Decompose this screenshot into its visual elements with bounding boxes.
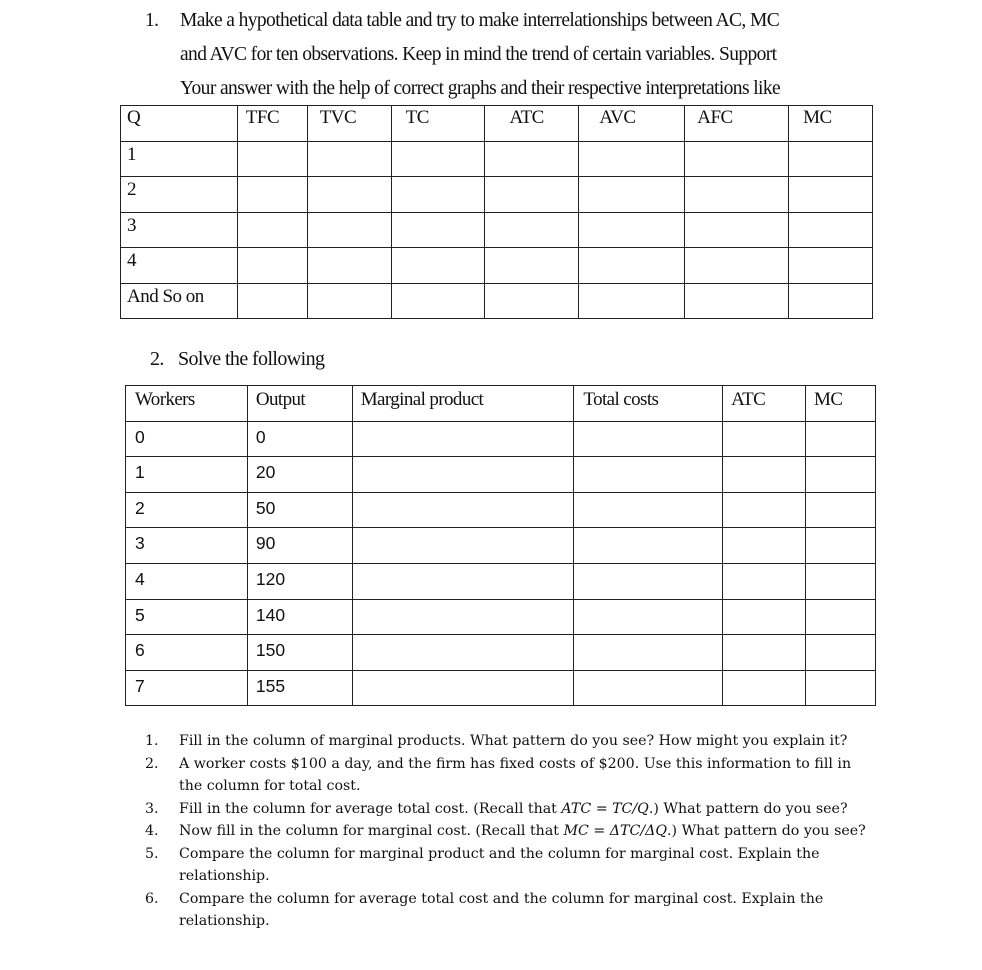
workers-cell: 7 [126,670,248,706]
table-row [121,248,873,284]
production-table [125,385,876,706]
empty-cell[interactable] [579,248,685,284]
workers-cell: 4 [126,563,248,599]
list-item [145,843,875,888]
table-row [126,421,876,457]
empty-cell[interactable] [391,212,485,248]
q-cell: 2 [121,177,238,213]
empty-cell[interactable] [391,283,485,319]
empty-cell[interactable] [485,177,579,213]
empty-cell[interactable] [307,248,391,284]
empty-cell[interactable] [806,421,876,457]
empty-cell[interactable] [485,248,579,284]
item-text: Fill in the column of marginal products. What pattern do you see? How might you explain it? [179,733,848,749]
workers-cell: 2 [126,492,248,528]
empty-cell[interactable] [237,248,307,284]
production-table-header-row [126,386,876,422]
empty-cell[interactable] [579,283,685,319]
empty-cell[interactable] [485,283,579,319]
empty-cell[interactable] [723,563,806,599]
question-1-text [180,4,865,106]
table-row [121,212,873,248]
empty-cell[interactable] [723,457,806,493]
question-1-number: 1. [145,10,159,31]
header-tvc: TVC [307,106,391,142]
output-cell: 120 [247,563,352,599]
empty-cell[interactable] [574,670,723,706]
item-number: 2. [145,755,159,772]
empty-cell[interactable] [391,248,485,284]
empty-cell[interactable] [237,212,307,248]
empty-cell[interactable] [352,599,574,635]
cost-table-header-row [121,106,873,142]
table-row [126,635,876,671]
empty-cell[interactable] [579,212,685,248]
empty-cell[interactable] [352,528,574,564]
question-1-line: Make a hypothetical data table and try to make interrelationships between AC, MC [180,10,780,31]
empty-cell[interactable] [574,528,723,564]
empty-cell[interactable] [237,283,307,319]
item-text-post: .) What pattern do you see? [648,800,848,817]
empty-cell[interactable] [352,457,574,493]
empty-cell[interactable] [579,141,685,177]
header-avc: AVC [579,106,685,142]
empty-cell[interactable] [352,492,574,528]
question-1-line: and AVC for ten observations. Keep in mind the trend of certain variables. Support [180,44,777,65]
empty-cell[interactable] [789,177,873,213]
empty-cell[interactable] [806,492,876,528]
empty-cell[interactable] [352,563,574,599]
item-text-pre: Fill in the column for average total cost. (Recall that [179,800,562,817]
list-item [145,798,875,821]
empty-cell[interactable] [237,177,307,213]
table-row [126,599,876,635]
list-item [145,820,875,843]
list-item [145,753,875,798]
table-row [121,283,873,319]
table-row [121,141,873,177]
header-atc: ATC [723,386,806,422]
question-2 [150,348,324,371]
empty-cell[interactable] [574,492,723,528]
output-cell: 90 [247,528,352,564]
table-row [126,563,876,599]
workers-cell: 5 [126,599,248,635]
empty-cell[interactable] [789,141,873,177]
q-cell: 4 [121,248,238,284]
empty-cell[interactable] [806,528,876,564]
empty-cell[interactable] [485,141,579,177]
empty-cell[interactable] [685,177,789,213]
empty-cell[interactable] [723,635,806,671]
item-number: 3. [145,800,159,817]
empty-cell[interactable] [485,212,579,248]
empty-cell[interactable] [307,283,391,319]
empty-cell[interactable] [579,177,685,213]
output-cell: 140 [247,599,352,635]
empty-cell[interactable] [806,670,876,706]
empty-cell[interactable] [806,457,876,493]
header-output: Output [247,386,352,422]
workers-cell: 0 [126,421,248,457]
empty-cell[interactable] [723,599,806,635]
header-q: Q [121,106,238,142]
empty-cell[interactable] [789,212,873,248]
cost-table [120,105,873,319]
item-number: 6. [145,890,159,907]
empty-cell[interactable] [806,599,876,635]
table-row [126,492,876,528]
empty-cell[interactable] [574,599,723,635]
empty-cell[interactable] [391,141,485,177]
item-text: Compare the column for marginal product and the column for marginal cost. Explain the relationship. [179,845,820,884]
output-cell: 0 [247,421,352,457]
output-cell: 50 [247,492,352,528]
list-item [145,888,875,933]
empty-cell[interactable] [806,635,876,671]
workers-cell: 1 [126,457,248,493]
empty-cell[interactable] [723,492,806,528]
header-tfc: TFC [237,106,307,142]
empty-cell[interactable] [307,212,391,248]
empty-cell[interactable] [789,283,873,319]
item-number: 1. [145,733,159,749]
empty-cell[interactable] [352,635,574,671]
header-tc: TC [391,106,485,142]
table-row [126,457,876,493]
empty-cell[interactable] [723,421,806,457]
empty-cell[interactable] [685,141,789,177]
question-list [145,730,875,933]
output-cell: 150 [247,635,352,671]
header-total-costs: Total costs [574,386,723,422]
table-row [126,528,876,564]
empty-cell[interactable] [391,177,485,213]
output-cell: 20 [247,457,352,493]
item-text: A worker costs $100 a day, and the firm has fixed costs of $200. Use this information to fill in the column for total cost. [179,755,852,794]
q-cell: And So on [121,283,238,319]
list-item [145,730,875,753]
workers-cell: 3 [126,528,248,564]
empty-cell[interactable] [685,248,789,284]
empty-cell[interactable] [685,212,789,248]
workers-cell: 6 [126,635,248,671]
header-mc: MC [789,106,873,142]
empty-cell[interactable] [237,141,307,177]
item-text-post: .) What pattern do you see? [667,823,866,839]
header-marginal-product: Marginal product [352,386,574,422]
empty-cell[interactable] [685,283,789,319]
empty-cell[interactable] [574,421,723,457]
q-cell: 3 [121,212,238,248]
empty-cell[interactable] [723,528,806,564]
formula: ATC = TC/Q [561,800,649,817]
question-2-number: 2. [150,348,164,370]
header-afc: AFC [685,106,789,142]
table-row [126,670,876,706]
output-cell: 155 [247,670,352,706]
header-atc: ATC [485,106,579,142]
formula: MC = ΔTC/ΔQ [563,823,668,839]
empty-cell[interactable] [806,563,876,599]
table-row [121,177,873,213]
q-cell: 1 [121,141,238,177]
header-mc: MC [806,386,876,422]
empty-cell[interactable] [574,563,723,599]
question-1 [145,4,865,106]
empty-cell[interactable] [352,421,574,457]
empty-cell[interactable] [307,177,391,213]
item-text: Compare the column for average total cost and the column for marginal cost. Explain the relationship. [179,890,824,929]
empty-cell[interactable] [307,141,391,177]
empty-cell[interactable] [574,635,723,671]
empty-cell[interactable] [723,670,806,706]
question-2-text: Solve the following [178,348,325,370]
item-number: 5. [145,845,159,862]
empty-cell[interactable] [789,248,873,284]
item-text-pre: Now fill in the column for marginal cost. (Recall that [179,823,564,839]
question-1-line: Your answer with the help of correct graphs and their respective interpretations like [180,78,781,99]
empty-cell[interactable] [352,670,574,706]
header-workers: Workers [126,386,248,422]
empty-cell[interactable] [574,457,723,493]
item-number: 4. [145,823,159,839]
